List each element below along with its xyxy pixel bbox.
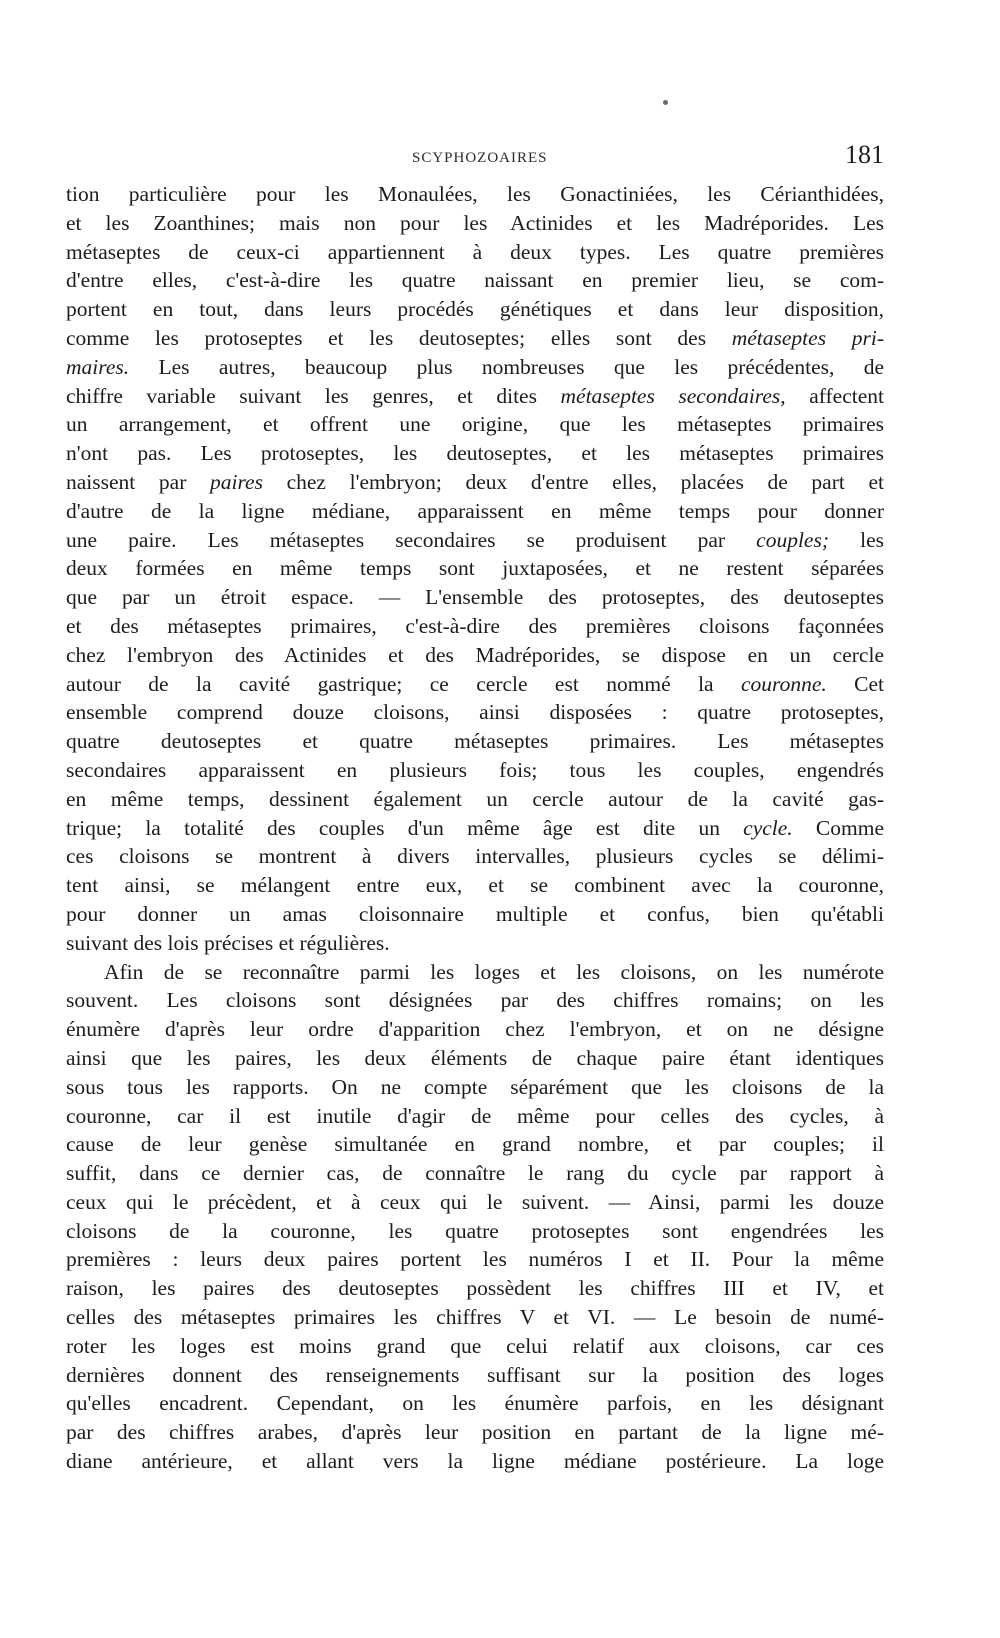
text-line <box>66 324 884 353</box>
text-run: raison, les paires des deutoseptes possèdent les chiffres III et IV, et <box>66 1276 884 1301</box>
text-run: par des chiffres arabes, d'après leur position en partant de la ligne mé- <box>66 1420 884 1445</box>
text-line <box>66 1102 884 1131</box>
text-line <box>66 554 884 583</box>
text-run: souvent. Les cloisons sont désignées par des chiffres romains; on les <box>66 988 884 1013</box>
text-line <box>66 295 884 324</box>
text-line <box>66 1073 884 1102</box>
text-line <box>66 1015 884 1044</box>
text-line <box>66 1130 884 1159</box>
text-run: premières : leurs deux paires portent les numéros I et II. Pour la même <box>66 1247 884 1272</box>
text-line <box>66 1188 884 1217</box>
text-run: chez l'embryon; deux d'entre elles, placées de part et <box>262 469 884 494</box>
text-run: énumère d'après leur ordre d'apparition chez l'embryon, et on ne désigne <box>66 1017 884 1042</box>
text-run: Les autres, beaucoup plus nombreuses que les précédentes, de <box>129 354 884 379</box>
text-line <box>66 1217 884 1246</box>
text-line <box>66 958 884 987</box>
text-line <box>66 410 884 439</box>
running-head: SCYPHOZOAIRES <box>412 150 548 166</box>
text-line <box>66 1332 884 1361</box>
text-line <box>66 526 884 555</box>
text-run: cause de leur genèse simultanée en grand nombre, et par couples; il <box>66 1132 884 1157</box>
text-run: quatre deutoseptes et quatre métaseptes primaires. Les métaseptes <box>66 729 884 754</box>
text-run: métaseptes de ceux-ci appartiennent à deux types. Les quatre premières <box>66 239 884 264</box>
text-run: autour de la cavité gastrique; ce cercle est nommé la <box>66 671 741 696</box>
text-run: n'ont pas. Les protoseptes, les deutoseptes, et les métaseptes primaires <box>66 441 884 466</box>
text-run: en même temps, dessinent également un cercle autour de la cavité gas- <box>66 786 884 811</box>
text-line <box>66 266 884 295</box>
text-run: naissent par <box>66 469 210 494</box>
text-line <box>66 209 884 238</box>
text-run: diane antérieure, et allant vers la ligne médiane postérieure. La loge <box>66 1449 884 1474</box>
text-run: et des métaseptes primaires, c'est-à-dire des premières cloisons façonnées <box>66 613 884 638</box>
text-line <box>66 785 884 814</box>
text-line <box>66 814 884 843</box>
text-run: suivant des lois précises et régulières. <box>66 930 390 955</box>
text-line <box>66 1274 884 1303</box>
italic-term: couples; <box>756 527 829 552</box>
page-number: 181 <box>845 140 884 169</box>
italic-term: métaseptes pri- <box>731 325 884 350</box>
text-line <box>66 238 884 267</box>
text-run: ceux qui le précèdent, et à ceux qui le suivent. — Ainsi, parmi les douze <box>66 1189 884 1214</box>
text-run: d'autre de la ligne médiane, apparaissent en même temps pour donner <box>66 498 884 523</box>
italic-term: métaseptes secondaires, <box>560 383 786 408</box>
paragraph <box>66 958 884 1476</box>
text-run: sous tous les rapports. On ne compte séparément que les cloisons de la <box>66 1074 884 1099</box>
text-run: ensemble comprend douze cloisons, ainsi disposées : quatre protoseptes, <box>66 700 884 725</box>
text-line <box>66 1418 884 1447</box>
text-run: chez l'embryon des Actinides et des Madréporides, se dispose en un cercle <box>66 642 884 667</box>
text-run: affectent <box>785 383 884 408</box>
text-line <box>66 670 884 699</box>
text-line <box>66 1361 884 1390</box>
text-run: chiffre variable suivant les genres, et dites <box>66 383 561 408</box>
italic-term: maires. <box>66 354 130 379</box>
text-line <box>66 727 884 756</box>
text-run: Afin de se reconnaître parmi les loges et les cloisons, on les numérote <box>104 959 884 984</box>
text-line <box>66 986 884 1015</box>
text-line <box>66 180 884 209</box>
text-line <box>66 468 884 497</box>
italic-term: couronne. <box>740 671 827 696</box>
text-run: trique; la totalité des couples d'un même âge est dite un <box>66 815 744 840</box>
italic-term: cycle. <box>743 815 793 840</box>
text-run: couronne, car il est inutile d'agir de même pour celles des cycles, à <box>66 1103 884 1128</box>
text-run: un arrangement, et offrent une origine, que les métaseptes primaires <box>66 412 884 437</box>
text-line <box>66 871 884 900</box>
text-line <box>66 842 884 871</box>
text-run: pour donner un amas cloisonnaire multiple et confus, bien qu'établi <box>66 901 884 926</box>
text-run: celles des métaseptes primaires les chiffres V et VI. — Le besoin de numé- <box>66 1305 884 1330</box>
text-line <box>66 1245 884 1274</box>
text-run: ces cloisons se montrent à divers intervalles, plusieurs cycles se délimi- <box>66 844 884 869</box>
text-run: ainsi que les paires, les deux éléments de chaque paire étant identiques <box>66 1045 884 1070</box>
text-run: suffit, dans ce dernier cas, de connaître le rang du cycle par rapport à <box>66 1161 884 1186</box>
text-line <box>66 612 884 641</box>
text-line <box>66 583 884 612</box>
text-line <box>66 497 884 526</box>
text-run: une paire. Les métaseptes secondaires se produisent par <box>66 527 757 552</box>
text-run: Cet <box>826 671 884 696</box>
paragraph <box>66 180 884 958</box>
text-run: tent ainsi, se mélangent entre eux, et se combinent avec la couronne, <box>66 873 884 898</box>
text-line <box>66 641 884 670</box>
italic-term: paires <box>210 469 263 494</box>
text-line <box>66 1044 884 1073</box>
text-line <box>66 1303 884 1332</box>
text-line <box>66 1389 884 1418</box>
text-run: cloisons de la couronne, les quatre protoseptes sont engendrées les <box>66 1218 884 1243</box>
text-line <box>66 756 884 785</box>
text-line <box>66 382 884 411</box>
text-run: et les Zoanthines; mais non pour les Actinides et les Madréporides. Les <box>66 210 884 235</box>
text-run: deux formées en même temps sont juxtaposées, et ne restent séparées <box>66 556 884 581</box>
text-line <box>66 1447 884 1476</box>
ink-speck <box>663 100 668 105</box>
text-run: Comme <box>792 815 884 840</box>
text-run: roter les loges est moins grand que celui relatif aux cloisons, car ces <box>66 1333 884 1358</box>
text-run: qu'elles encadrent. Cependant, on les énumère parfois, en les désignant <box>66 1391 884 1416</box>
text-run: que par un étroit espace. — L'ensemble des protoseptes, des deutoseptes <box>66 585 884 610</box>
text-run: dernières donnent des renseignements suffisant sur la position des loges <box>66 1362 884 1387</box>
text-line <box>66 929 884 958</box>
text-line <box>66 900 884 929</box>
text-line <box>66 439 884 468</box>
text-run: comme les protoseptes et les deutoseptes; elles sont des <box>66 325 732 350</box>
text-run: portent en tout, dans leurs procédés génétiques et dans leur disposition, <box>66 297 884 322</box>
text-line <box>66 1159 884 1188</box>
text-run: tion particulière pour les Monaulées, les Gonactiniées, les Cérianthidées, <box>66 182 884 206</box>
body-text <box>66 180 884 1476</box>
text-run: secondaires apparaissent en plusieurs fois; tous les couples, engendrés <box>66 757 884 782</box>
text-line <box>66 353 884 382</box>
text-run: les <box>829 527 884 552</box>
text-line <box>66 698 884 727</box>
page-header <box>0 140 1000 180</box>
text-run: d'entre elles, c'est-à-dire les quatre naissant en premier lieu, se com- <box>66 268 884 293</box>
